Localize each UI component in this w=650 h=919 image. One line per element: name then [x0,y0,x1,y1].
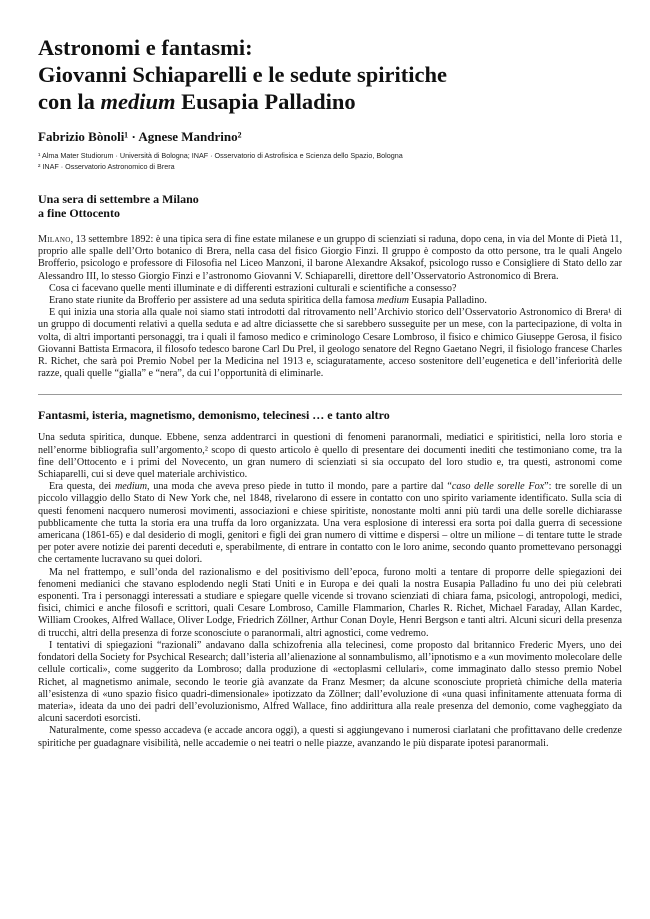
emphasis-fox-sisters: caso delle sorelle Fox [451,481,545,493]
section-1-paragraph-2: Cosa ci facevano quelle menti illuminate e di differenti estrazioni culturali e scientifiche a consesso? [49,282,457,294]
affiliations [38,150,622,172]
section-1-heading-line-2: a fine Ottocento [38,206,120,220]
title-line-2: Giovanni Schiaparelli e le sedute spiritiche [38,62,447,87]
article-page [38,34,622,750]
emphasis-medium: medium [114,481,148,493]
affiliation-1: ¹ Alma Mater Studiorum · Università di Bologna; INAF · Osservatorio di Astrofisica e Scienza dello Spazio, Bologna [38,151,403,160]
paragraph-text: , 13 settembre 1892: è una tipica sera di fine estate milanese e un gruppo di scienziati si raduna, dopo cena, in via del Monte di Pietà 11, proprio alle spalle dell’Orto botanico di Brera, nella casa del fisico Giorgio Finzi. Il gruppo è composto da otto persone, tra le quali Angelo Brofferio, psicologo e professore di Filosofia nel Liceo Manzoni, il barone Alexandre Aksakof, psicologo russo e Consigliere di Stato dello zar Alessandro III, lo stesso Giorgio Finzi e l’astronomo Giovanni V. Schiaparelli, direttore dell’Osservatorio Astronomico di Brera. [38,234,622,282]
section-2-body [38,432,622,749]
article-authors: Fabrizio Bònoli¹ · Agnese Mandrino² [38,129,242,144]
section-2-paragraph-2 [38,481,622,566]
section-1-paragraph-3 [38,295,622,307]
emphasis-medium: medium [376,295,409,307]
paragraph-text: , una moda che aveva preso piede in tutto il mondo, pare a partire dal “ [147,481,452,493]
section-1-paragraph-4: E qui inizia una storia alla quale noi siamo stati introdotti dal ritrovamento nell’Archivio storico dell’Osservatorio Astronomico di Brera¹ di un gruppo di documenti relativi a quella seduta e ad altre diciassette che si sarebbero susseguite per un mese, con la partecipazione, di volta in volta, di altri importanti personaggi, tra i quali il famoso medico e criminologo Cesare Lombroso, il fisico e chimico Giuseppe Gerosa, il fisico Giovanni Battista Ermacora, il filosofo tedesco barone Carl Du Prel, il geologo senatore del Regno Gaetano Negri, il fisiologo francese Charles R. Richet, che sarà poi Premio Nobel per la Medicina nel 1913 e, sciaguratamente, acceso sostenitore dell’eugenetica e dell’inferiorità delle razze, quali quelle “gialla” e “nera”, da cui l’opportunità di eliminarle. [38,307,622,380]
paragraph-text: Era questa, dei [49,481,115,493]
section-2-paragraph-5: Naturalmente, come spesso accadeva (e accade ancora oggi), a questi si aggiungevano i numerosi ciarlatani che profittavano delle credenze spiritiche per guadagnare visibilità, nelle accademie o nei teatri o nelle piazze, avanzando le più disparate ipotesi paranormali. [38,725,622,749]
section-1-heading [38,192,622,220]
section-1-paragraph-1 [38,234,622,283]
section-2-paragraph-1: Una seduta spiritica, dunque. Ebbene, senza addentrarci in questioni di fenomeni paranormali, mediatici e spiritistici, nella loro storia e nell’enorme bibliografia sull’argomento,² scopo di questo articolo è quello di presentare dei documenti inediti che testimoniano come, tra la fine dell’Ottocento e i primi del Novecento, un gran numero di scienziati si sia occupato del loro studio e, tra questi, astronomi come Schiaparelli, cui si deve quel materiale archivistico. [38,432,622,481]
section-2-paragraph-4: I tentativi di spiegazioni “razionali” andavano dalla schizofrenia alla telecinesi, come proposto dal britannico Frederic Myers, uno dei fondatori della Society for Psychical Research; dall’isteria all’alienazione al sonnambulismo, all’ipnotismo e a «un movimento molecolare delle cellule corticali», come suggerito da Lombroso; dalla produzione di «ectoplasmi cellulari», come immaginato dallo stesso premio Nobel Richet, al magnetismo animale, secondo le teorie già avanzate da Franz Mesmer; da alcune sconosciute proprietà chimiche della materia all’esistenza di «uno spazio fisico quadri-dimensionale» ipotizzato da Zöllner; dall’evoluzione di «una quasi infinitamente attenuata forma di materia», ideata da uno dei padri dell’evoluzionismo, Alfred Wallace, fino addirittura alla reale presenza del demonio, come vagheggiato da alcuni sacerdoti esorcisti. [38,639,622,725]
title-line-3-pre: con la [38,89,101,114]
title-line-1: Astronomi e fantasmi: [38,35,253,60]
paragraph-text: Eusapia Palladino. [408,295,487,307]
section-1-heading-line-1: Una sera di settembre a Milano [38,192,199,206]
paragraph-text: ”: tre sorelle di un piccolo villaggio dello Stato di New York che, nel 1848, rivelarono di essere in contatto con uno spirito variamente identificato. Sulla scia di questi fenomeni nacquero numerosi movimenti, associazioni e chiese spiritiste, nonostante molti anni più tardi una delle sorelle dichiarasse pubblicamente che tutta la storia era una truffa da loro organizzata. Una vera esplosione di interessi era sorta poi dalla guerra di secessione americana (1861-65) e dal desiderio di mogli, genitori e figli dei gran numero di vittime e dispersi – oltre un milione – di tentare tutte le strade per poter avere notizie dei parenti deceduti e, sperabilmente, di entrare in contatto con le loro anime, secondo quanto promettevano personaggi che certamente lucravano su quei dolori. [38,481,622,566]
dateline-city: Milano [38,234,71,245]
section-2-heading: Fantasmi, isteria, magnetismo, demonismo, telecinesi … e tanto altro [38,408,390,423]
section-2-paragraph-3: Ma nel frattempo, e sull’onda del razionalismo e del positivismo dell’epoca, furono molti a tentare di proporre delle spiegazioni dei fenomeni medianici che stavano esplodendo negli Stati Uniti e in Europa e dei quali la nostra Eusapia Palladino fu uno dei più celebrati esponenti. Tra i personaggi interessati a studiare e spiegare quelle vicende si trovano scienziati di chiara fama, psicologi, antropologi, medici, fisici, chimici e anche filosofi e scrittori, quali Cesare Lombroso, Camille Flammarion, Charles R. Richet, Michael Faraday, Allan Kardec, William Crookes, Alfred Wallace, Oliver Lodge, Friedrich Zöllner, Arthur Conan Doyle, Henri Bergson e tanti altri. Alcuni sicuri della presenza di trucchi, altri della presenza di forze sconosciute o paranormali, altri agnostici, come vedremo. [38,566,622,639]
section-1-body [38,234,622,380]
paragraph-text: Erano state riunite da Brofferio per assistere ad una seduta spiritica della famosa [49,295,377,307]
title-line-3-post: Eusapia Palladino [175,89,356,114]
affiliation-2: ² INAF · Osservatorio Astronomico di Brera [38,162,175,171]
section-divider [38,394,622,395]
article-title [38,34,622,115]
title-line-3-em: medium [100,89,176,114]
